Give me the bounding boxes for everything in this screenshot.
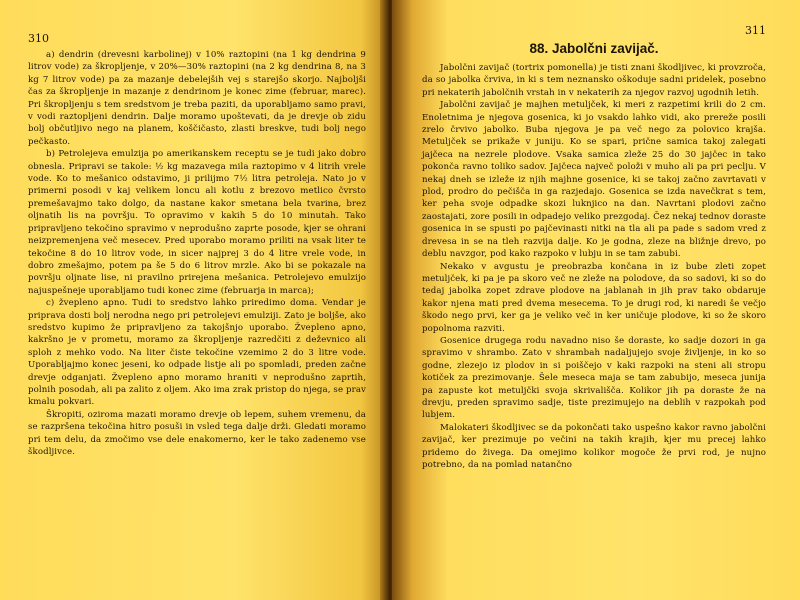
chapter-title: 88. Jabolčni zavijač. <box>529 41 659 56</box>
paragraph-intro: Jabolčni zavijač (tortrix pomonella) je tisti znani škodljivec, ki provzroča, da so jabolka črviva, in ki s tem neznansko oškoduje sadni pridelek, posebno pri nekaterih jabolčnih vrstah in v nekaterih za njegov razvoj ugodnih letih. <box>422 63 766 98</box>
paragraph-second-generation: Nekako v avgustu je preobrazba končana in iz bube zleti zopet metuljček, ki pa je pa skoro več ne zleže na polodove, da so sadovi, ki so do tedaj jabolka zopet zdrave plodove na jablanah in jih prav tako obdaruje kakor njena mati pred dvema mesecema. To je drugi rod, ki naredi še večjo škodo nego prvi, ker ga je veliko več in ker uničuje plodove, ki so že skoro popolnoma razviti. <box>422 261 766 334</box>
paragraph-spraying: Škropiti, oziroma mazati moramo drevje ob lepem, suhem vremenu, da se razpršena tekočina hitro posuši in vsled tega dalje drži. Gledati moramo pri tem delu, da zmočimo vse dele enakomerno, ker le tako zadenemo vse škodljivce. <box>28 409 366 457</box>
paragraph-control: Malokateri škodljivec se da pokončati tako uspešno kakor ravno jabolčni zavijač, ker prezimuje po večini na takih krajih, kjer mu precej lahko pridemo do živega. Da omejimo kolikor mogoče že prvi rod, je nujno potrebno, da na pomlad natančno <box>422 422 766 470</box>
paragraph-overwintering: Gosenice drugega rodu navadno niso še doraste, ko sadje dozori in ga spravimo v shrambo. Zato v shrambah nadaljujejo svoje življenje, in ko so godne, zlezejo iz plodov in si poiščejo v kaki razpoki na steni ali stropu kotiček za prezimovanje. Šele meseca maja se tam zabubijo, meseca junija pa zapuste kot metuljčki svoja skrivališča. Kolikor jih pa doraste že na drevju, preden spravimo sadje, tiste prezimujejo na deblih v razpokah pod lubjem. <box>422 335 766 421</box>
paragraph-dendrin: a) dendrin (drevesni karbolinej) v 10% raztopini (na 1 kg dendrina 9 litrov vode) za škropljenje, v 20%—30% raztopini (na 2 kg dendrina 8, na 3 kg 7 litrov vode) pa za mazanje debelejših vej s starejšo skorjo. Najboljši čas za škropljenje in mazanje z dendrinom je konec zime (februar, marec). Pri škropljenju s tem sredstvom je treba paziti, da uporabljamo samo pravi, v vodi raztopljeni dendrin. Dalje moramo upoštevati, da je drevje ob zidu bolj občutljivo nego na planem, koščičasto, zlasti breskve, tudi bolj nego pečkasto. <box>28 50 366 147</box>
page-number-left: 310 <box>28 32 49 45</box>
page-number-right: 311 <box>745 24 766 37</box>
paragraph-description: Jabolčni zavijač je majhen metuljček, ki meri z razpetimi krili do 2 cm. Enoletnima je njegova gosenica, ki jo vsakdo lahko vidi, ako prereže posili zrelo črvivo jabolko. Buba njegova je pa več nego za polovico krajša. Metuljček se prikaže v juniju. Ko se spari, prične samica takoj zalegati jajčeca na nezrele plodove. Vsaka samica zleže 25 do 30 jajčec in tako pokonča ravno toliko sadov. Jajčeca največ položi v muho ali pa pri peclju. V nekaj dneh se izleže iz njih majhne gosenice, ki se takoj začno zavrtavati v plod, prodro do pečišča in ga razjedajo. Gosenica se izda navečkrat s tem, ker peha svoje odpadke skozi luknjico na dan. Navrtani plodovi začno zaostajati, zore posili in odpadejo veliko prezgodaj. Čez nekaj tednov doraste gosenica in se spusti po pajčevinasti nitki na tla ali pa pade s sadom vred z drevesa in se na tleh razvija dalje. Ko je godna, zleze na bližnje drevo, po deblu navzgor, pod kako razpoko v lubju in se tam zabubi. <box>422 100 766 260</box>
paragraph-petroleum-emulsion: b) Petrolejeva emulzija po amerikanskem receptu se je tudi jako dobro obnesla. Pripravi se takole: ½ kg mazavega mila raztopimo v 4 litrih vrele vode. Ko to mešanico odstavimo, ji prilijmo 7½ litra petroleja. Nato jo v primerni posodi v kaj velikem loncu ali kotlu z brezovo metlico čvrsto premešavajmo tako dolgo, da nastane kakor smetana bela tvarina, brez oljnatih lis na površju. To opravimo v kakih 5 do 10 minutah. Tako pripravljeno tekočino spravimo v neprodušno zaprte posode, kjer se ohrani neizpremenjena več mesecev. Pred uporabo moramo priliti na vsak liter te tekočine 8 do 10 litrov vode, in sicer najprej 3 do 4 litre vrele vode, in dobro zmešajmo, potem pa še 5 do 6 litrov mrzle. Ako bi se pokazale na površju oljnate lise, ni pravilno prirejena mešanica. Petrolejevo emulzijo najuspešneje uporabljamo tudi konec zime (februarja in marca); <box>28 149 366 296</box>
left-page <box>0 0 392 600</box>
paragraph-sulfur-lime: c) žvepleno apno. Tudi to sredstvo lahko priredimo doma. Vendar je priprava dosti bolj nerodna nego pri petrolejevi emulziji. Zato je boljše, ako sredstvo kupimo že pripravljeno za takojšnjo uporabo. Žvepleno apno, kakršno je v prometu, moramo za škropljenje razredčiti z deževnico ali sploh z mehko vodo. Na liter čiste tekočine vzemimo 2 do 3 litre vode. Uporabljajmo konec jeseni, ko odpade listje ali po spomladi, preden začne drevje odganjati. Žvepleno apno moramo hraniti v neprodušno zaprtih, polnih posodah, ali pa zalito z oljem. Ako ima zrak pristop do njega, se prav kmalu pokvari. <box>28 298 366 408</box>
right-page <box>392 0 800 600</box>
